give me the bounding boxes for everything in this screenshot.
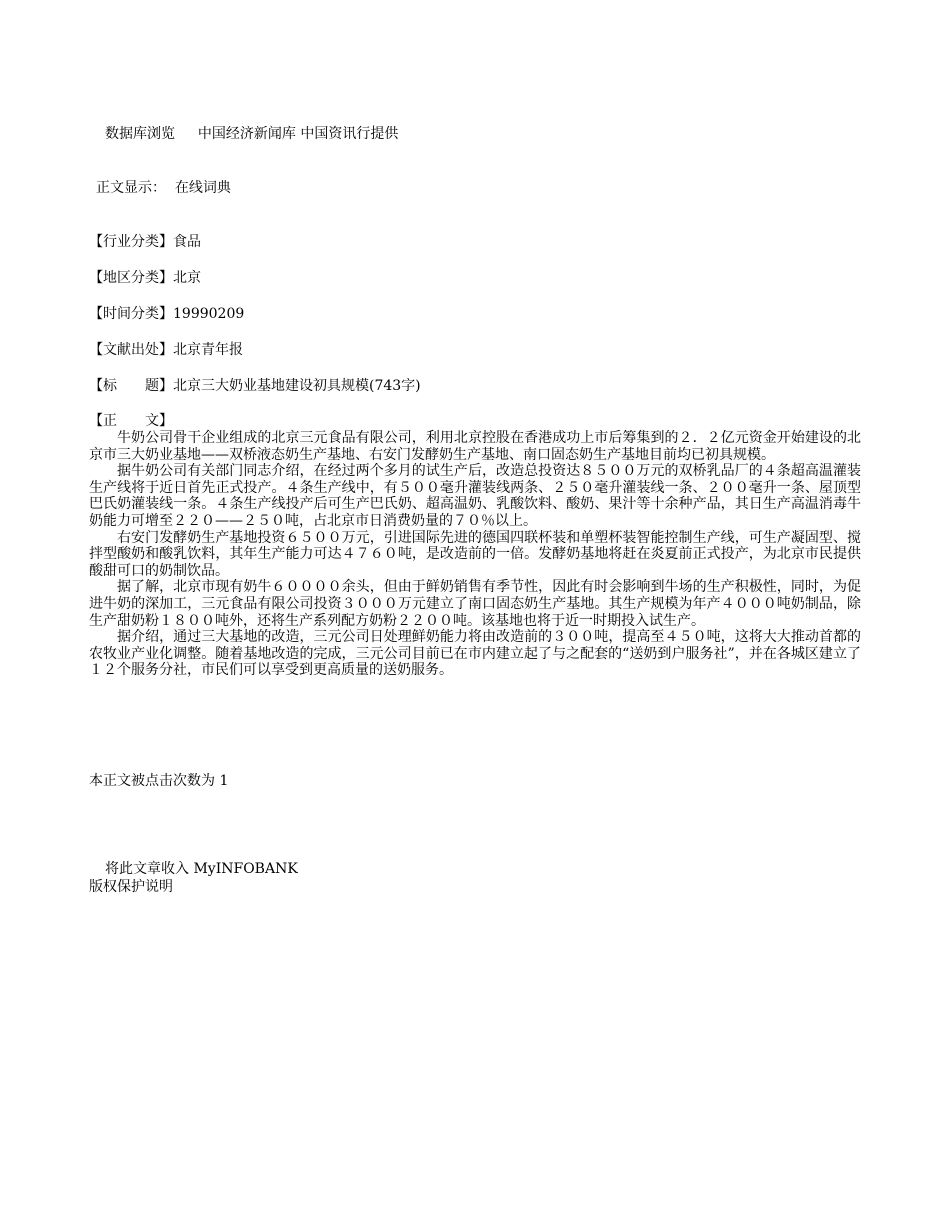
click-count xyxy=(89,773,228,790)
body-label: 【正 文】 xyxy=(89,413,173,429)
click-count-value: 1 xyxy=(219,773,229,789)
save-to-myinfobank xyxy=(105,861,298,878)
source-value: 北京青年报 xyxy=(173,342,243,358)
meta-source xyxy=(89,342,243,359)
time-label: 【时间分类】 xyxy=(89,306,173,322)
meta-region xyxy=(89,270,201,287)
display-bar xyxy=(96,180,231,197)
copyright-link[interactable]: 版权保护说明 xyxy=(89,879,173,895)
region-label: 【地区分类】 xyxy=(89,270,173,286)
click-count-label: 本正文被点击次数为 xyxy=(89,773,215,789)
article-title: 北京三大奶业基地建设初具规模(743字) xyxy=(173,378,421,394)
article-paragraph: 牛奶公司骨干企业组成的北京三元食品有限公司，利用北京控股在香港成功上市后筹集到的２．２亿元资金开始建设的北京市三大奶业基地——双桥液态奶生产基地、右安门发酵奶生产基地、南口固态奶生产基地目前均已初具规模。 xyxy=(89,430,861,463)
article-paragraph: 据介绍，通过三大基地的改造，三元公司日处理鲜奶能力将由改造前的３００吨，提高至４５０吨，这将大大推动首都的农牧业产业化调整。随着基地改造的完成，三元公司目前已在市内建立起了与之配套的“送奶到户服务社”，并在各城区建立了１２个服务分社，市民们可以享受到更高质量的送奶服务。 xyxy=(89,629,861,679)
article-paragraph: 据了解，北京市现有奶牛６００００余头，但由于鲜奶销售有季节性，因此有时会影响到牛场的生产积极性，同时，为促进牛奶的深加工，三元食品有限公司投资３０００万元建立了南口固态奶生产基地。其生产规模为年产４０００吨奶制品，除生产甜奶粉１８００吨外，还将生产系列配方奶粉２２００吨。该基地也将于近一时期投入试生产。 xyxy=(89,579,861,629)
meta-title xyxy=(89,378,421,395)
title-label: 【标 题】 xyxy=(89,378,173,394)
region-value: 北京 xyxy=(173,270,201,286)
display-label: 正文显示： xyxy=(96,180,166,196)
meta-industry xyxy=(89,234,201,251)
meta-time xyxy=(89,306,244,323)
article-body xyxy=(89,430,861,679)
industry-label: 【行业分类】 xyxy=(89,234,173,250)
article-paragraph: 右安门发酵奶生产基地投资６５００万元，引进国际先进的德国四联杯装和单塑杯装智能控制生产线，可生产凝固型、搅拌型酸奶和酸乳饮料，其年生产能力可达４７６０吨，是改造前的一倍。发酵奶基地将赶在炎夏前正式投产，为北京市民提供酸甜可口的奶制饮品。 xyxy=(89,529,861,579)
online-dictionary-link[interactable]: 在线词典 xyxy=(174,180,231,196)
time-value: 19990209 xyxy=(173,306,245,322)
industry-value: 食品 xyxy=(173,234,201,250)
header-bar xyxy=(105,126,398,143)
db-name-link[interactable]: 中国经济新闻库 xyxy=(197,126,296,142)
provider-text: 中国资讯行提供 xyxy=(300,126,399,142)
db-browse-link[interactable]: 数据库浏览 xyxy=(105,126,175,142)
source-label: 【文献出处】 xyxy=(89,342,173,358)
copyright-notice xyxy=(89,879,173,896)
article-paragraph: 据牛奶公司有关部门同志介绍，在经过两个多月的试生产后，改造总投资达８５００万元的双桥乳品厂的４条超高温灌装生产线将于近日首先正式投产。４条生产线中，有５００毫升灌装线两条、２５０毫升灌装线一条、２００毫升一条、屋顶型巴氏奶灌装线一条。４条生产线投产后可生产巴氏奶、超高温奶、乳酸饮料、酸奶、果汁等十余种产品，其日生产高温消毒牛奶能力可增至２２０——２５０吨，占北京市日消费奶量的７０％以上。 xyxy=(89,463,861,529)
save-to-myinfobank-link[interactable]: 将此文章收入 MyINFOBANK xyxy=(105,861,298,877)
